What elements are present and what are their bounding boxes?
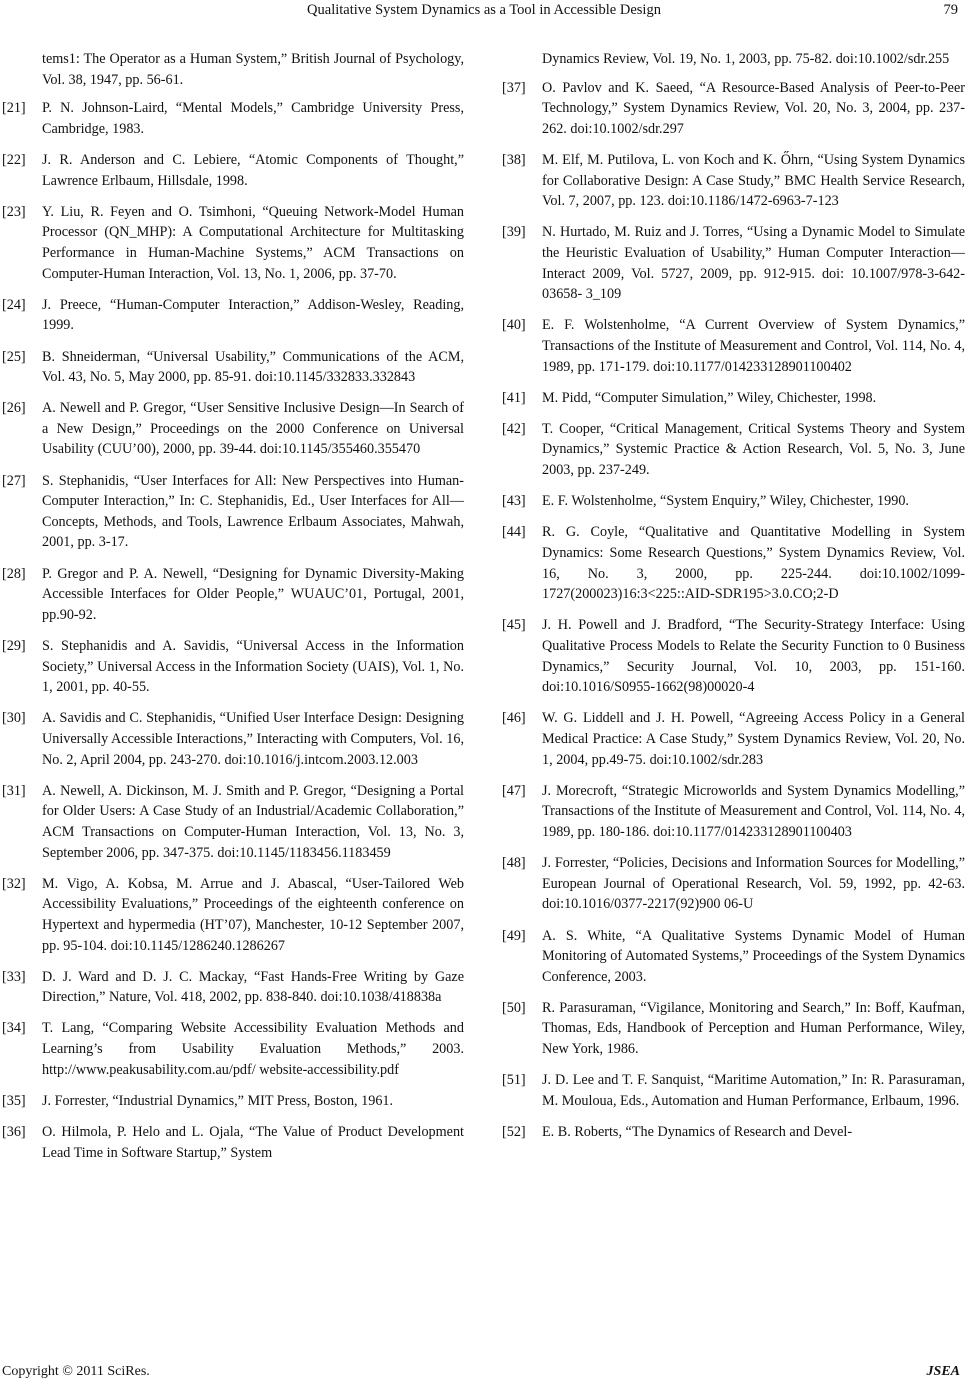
page-footer bbox=[0, 1358, 968, 1386]
reference-number: [36] bbox=[2, 1124, 26, 1141]
page-number: 79 bbox=[943, 2, 958, 18]
reference-entry bbox=[502, 853, 965, 915]
reference-entry bbox=[502, 1122, 965, 1143]
reference-number: [35] bbox=[2, 1092, 26, 1109]
left-reference-column bbox=[2, 49, 464, 1174]
reference-number: [37] bbox=[502, 79, 526, 96]
reference-text: E. B. Roberts, “The Dynamics of Research and Devel- bbox=[542, 1124, 853, 1141]
reference-text: Dynamics Review, Vol. 19, No. 1, 2003, pp. 75-82. doi:10.1002/sdr.255 bbox=[542, 51, 950, 67]
reference-entry bbox=[502, 522, 965, 604]
reference-text: J. Forrester, “Industrial Dynamics,” MIT Press, Boston, 1961. bbox=[42, 1092, 394, 1109]
reference-text: T. Cooper, “Critical Management, Critical Systems Theory and System Dynamics,” Systemic Practice & Action Research, Vol. 5, No. 3, June 2003, pp. 237-249. bbox=[542, 420, 965, 479]
copyright-notice: Copyright © 2011 SciRes. bbox=[2, 1364, 150, 1379]
running-head bbox=[0, 0, 968, 24]
reference-entry bbox=[2, 49, 464, 90]
reference-number: [28] bbox=[2, 565, 26, 582]
reference-number: [51] bbox=[502, 1072, 526, 1089]
reference-number: [32] bbox=[2, 875, 26, 892]
reference-text: S. Stephanidis and A. Savidis, “Universal Access in the Information Society,” Universal Access in the Information Society (UAIS), Vol. 1, No. 1, 2001, pp. 40-55. bbox=[42, 638, 464, 696]
reference-entry bbox=[502, 708, 965, 770]
reference-text: J. D. Lee and T. F. Sanquist, “Maritime Automation,” In: R. Parasuraman, M. Mouloua, Eds., Automation and Human Performance, Erlbaum, 1996. bbox=[542, 1072, 965, 1109]
reference-entry bbox=[502, 615, 965, 697]
reference-text: J. Morecroft, “Strategic Microworlds and System Dynamics Modelling,” Transactions of the Institute of Measurement and Control, Vol. 114, No. 4, 1989, pp. 180-186. doi:10.1177/014233128901100403 bbox=[542, 782, 965, 840]
reference-number: [52] bbox=[502, 1124, 526, 1141]
reference-text: R. G. Coyle, “Qualitative and Quantitative Modelling in System Dynamics: Some Research Questions,” System Dynamics Review, Vol. 16, No. 3, 2000, pp. 225-244. doi:10.1002/1099-1727(200023)16:3<225::AID-SDR195>3.0.CO;2-D bbox=[542, 524, 965, 603]
reference-entry bbox=[2, 150, 464, 191]
reference-text: E. F. Wolstenholme, “System Enquiry,” Wiley, Chichester, 1990. bbox=[542, 493, 909, 510]
reference-text: A. Savidis and C. Stephanidis, “Unified User Interface Design: Designing Universally Accessible Interactions,” Interacting with Computers, Vol. 16, No. 2, April 2004, pp. 243-270. doi:10.1016/j.intcom.2003.12.003 bbox=[42, 710, 464, 768]
reference-text: N. Hurtado, M. Ruiz and J. Torres, “Using a Dynamic Model to Simulate the Heuristic Evaluation of Usability,” Human Computer Interaction—Interact 2009, Vol. 5727, 2009, pp. 912-915. doi: 10.1007/978-3-642-03658- 3_109 bbox=[542, 224, 965, 303]
reference-text: J. Forrester, “Policies, Decisions and Information Sources for Modelling,” European Journal of Operational Research, Vol. 59, 1992, pp. 42-63. doi:10.1016/0377-2217(92)900 06-U bbox=[542, 855, 965, 913]
reference-number: [44] bbox=[502, 524, 526, 541]
reference-text: B. Shneiderman, “Universal Usability,” Communications of the ACM, Vol. 43, No. 5, May 2000, pp. 85-91. doi:10.1145/332833.332843 bbox=[42, 348, 464, 386]
journal-abbreviation: JSEA bbox=[926, 1364, 960, 1379]
reference-text: T. Lang, “Comparing Website Accessibility Evaluation Methods and Learning’s from Usability Evaluation Methods,” 2003. http://www.peakusability.com.au/pdf/ website-accessibility.pdf bbox=[42, 1020, 464, 1078]
reference-text: R. Parasuraman, “Vigilance, Monitoring and Search,” In: Boff, Kaufman, Thomas, Eds, Handbook of Perception and Human Performance, Wiley, New York, 1986. bbox=[542, 999, 965, 1058]
reference-entry bbox=[2, 98, 464, 139]
reference-text: J. R. Anderson and C. Lebiere, “Atomic Components of Thought,” Lawrence Erlbaum, Hillsdale, 1998. bbox=[42, 151, 464, 189]
reference-entry bbox=[502, 49, 965, 70]
reference-entry bbox=[2, 347, 464, 388]
reference-entry bbox=[2, 708, 464, 770]
reference-entry bbox=[2, 564, 464, 626]
reference-number: [31] bbox=[2, 782, 26, 799]
reference-entry bbox=[502, 78, 965, 140]
reference-text: M. Elf, M. Putilova, L. von Koch and K. Őhrn, “Using System Dynamics for Collaborative Design: A Case Study,” BMC Health Service Research, Vol. 7, 2007, pp. 123. doi:10.1186/1472-6963-7-123 bbox=[542, 151, 965, 210]
reference-text: W. G. Liddell and J. H. Powell, “Agreeing Access Policy in a General Medical Practice: A Case Study,” System Dynamics Review, Vol. 20, No. 1, 2004, pp.49-75. doi:10.1002/sdr.283 bbox=[542, 710, 965, 768]
reference-number: [46] bbox=[502, 710, 526, 727]
reference-number: [24] bbox=[2, 296, 26, 313]
reference-text: M. Pidd, “Computer Simulation,” Wiley, Chichester, 1998. bbox=[542, 389, 877, 406]
reference-entry bbox=[502, 222, 965, 304]
reference-text: Y. Liu, R. Feyen and O. Tsimhoni, “Queuing Network-Model Human Processor (QN_MHP): A Computational Architecture for Multitasking Performance in Human-Machine Systems,” ACM Transactions on Computer-Human Interaction, Vol. 13, No. 1, 2006, pp. 37-70. bbox=[42, 203, 464, 282]
reference-number: [40] bbox=[502, 317, 526, 334]
reference-number: [42] bbox=[502, 420, 526, 437]
reference-number: [43] bbox=[502, 493, 526, 510]
reference-number: [25] bbox=[2, 348, 26, 365]
reference-text: J. Preece, “Human-Computer Interaction,” Addison-Wesley, Reading, 1999. bbox=[42, 296, 464, 334]
reference-number: [23] bbox=[2, 203, 26, 220]
reference-entry bbox=[502, 1070, 965, 1111]
reference-entry bbox=[502, 926, 965, 988]
reference-text: A. S. White, “A Qualitative Systems Dynamic Model of Human Monitoring of Automated Systems,” Proceedings of the System Dynamics Conference, 2003. bbox=[542, 927, 965, 985]
reference-entry bbox=[2, 471, 464, 553]
reference-text: D. J. Ward and D. J. C. Mackay, “Fast Hands-Free Writing by Gaze Direction,” Nature, Vol. 418, 2002, pp. 838-840. doi:10.1038/418838a bbox=[42, 968, 464, 1006]
reference-number: [21] bbox=[2, 100, 26, 117]
reference-entry bbox=[502, 491, 965, 512]
reference-number: [39] bbox=[502, 224, 526, 241]
running-title: Qualitative System Dynamics as a Tool in Accessible Design bbox=[307, 2, 661, 18]
reference-entry bbox=[502, 150, 965, 212]
reference-text: P. Gregor and P. A. Newell, “Designing for Dynamic Diversity-Making Accessible Interfaces for Older People,” WUAUC’01, Portugal, 2001, pp.90-92. bbox=[42, 565, 464, 623]
reference-entry bbox=[2, 781, 464, 863]
reference-text: A. Newell and P. Gregor, “User Sensitive Inclusive Design—In Search of a New Design,” Proceedings on the 2000 Conference on Universal Usability (CUU’00), 2000, pp. 39-44. doi:10.1145/355460.355470 bbox=[42, 400, 464, 458]
reference-text: P. N. Johnson-Laird, “Mental Models,” Cambridge University Press, Cambridge, 1983. bbox=[42, 100, 464, 137]
reference-text: A. Newell, A. Dickinson, M. J. Smith and P. Gregor, “Designing a Portal for Older Users: A Case Study of an Industrial/Academic Collaboration,” ACM Transactions on Computer-Human Interaction, Vol. 13, No. 3, September 2006, pp. 347-375. doi:10.1145/1183456.1183459 bbox=[42, 782, 464, 861]
reference-number: [34] bbox=[2, 1020, 26, 1037]
reference-entry bbox=[2, 1122, 464, 1163]
reference-number: [47] bbox=[502, 782, 526, 799]
reference-number: [22] bbox=[2, 151, 26, 168]
reference-entry bbox=[502, 781, 965, 843]
reference-entry bbox=[2, 636, 464, 698]
reference-entry bbox=[2, 967, 464, 1008]
reference-number: [29] bbox=[2, 638, 26, 654]
reference-text: O. Pavlov and K. Saeed, “A Resource-Based Analysis of Peer-to-Peer Technology,” System Dynamics Review, Vol. 20, No. 3, 2004, pp. 237-262. doi:10.1002/sdr.297 bbox=[542, 79, 965, 137]
reference-number: [30] bbox=[2, 710, 26, 727]
reference-entry bbox=[2, 1091, 464, 1112]
reference-number: [45] bbox=[502, 617, 526, 634]
reference-text: J. H. Powell and J. Bradford, “The Security-Strategy Interface: Using Qualitative Process Models to Relate the Security Function to 0 Business Dynamics,” Security Journal, Vol. 10, 2003, pp. 151-160. doi:10.1016/S0955-1662(98)00020-4 bbox=[542, 617, 965, 696]
reference-number: [27] bbox=[2, 472, 26, 489]
reference-text: M. Vigo, A. Kobsa, M. Arrue and J. Abascal, “User-Tailored Web Accessibility Evaluations,” Proceedings of the eighteenth conference on Hypertext and hypermedia (HT’07), Manchester, 10-12 September 2007, pp. 95-104. doi:10.1145/1286240.1286267 bbox=[42, 875, 464, 954]
reference-entry bbox=[502, 315, 965, 377]
reference-entry bbox=[502, 998, 965, 1060]
reference-number: [33] bbox=[2, 968, 26, 985]
reference-number: [48] bbox=[502, 855, 526, 872]
reference-entry bbox=[2, 202, 464, 284]
reference-number: [50] bbox=[502, 999, 526, 1016]
reference-text: S. Stephanidis, “User Interfaces for All: New Perspectives into Human-Computer Interaction,” In: C. Stephanidis, Ed., User Interfaces for All—Concepts, Methods, and Tools, Lawrence Erlbaum Associates, Mahwah, 2001, pp. 3-17. bbox=[42, 472, 464, 551]
reference-entry bbox=[2, 874, 464, 956]
reference-entry bbox=[2, 1018, 464, 1080]
reference-number: [41] bbox=[502, 389, 526, 406]
reference-number: [38] bbox=[502, 151, 526, 168]
reference-entry bbox=[502, 388, 965, 409]
reference-number: [26] bbox=[2, 400, 26, 417]
reference-text: E. F. Wolstenholme, “A Current Overview of System Dynamics,” Transactions of the Institute of Measurement and Control, Vol. 114, No. 4, 1989, pp. 171-179. doi:10.1177/014233128901100402 bbox=[542, 317, 965, 375]
reference-number: [49] bbox=[502, 927, 526, 944]
reference-entry bbox=[2, 398, 464, 460]
reference-entry bbox=[502, 419, 965, 481]
reference-text: tems1: The Operator as a Human System,” British Journal of Psychology, Vol. 38, 1947, pp. 56-61. bbox=[42, 51, 464, 88]
reference-text: O. Hilmola, P. Helo and L. Ojala, “The Value of Product Development Lead Time in Software Startup,” System bbox=[42, 1124, 464, 1161]
right-reference-column bbox=[502, 49, 965, 1153]
reference-entry bbox=[2, 295, 464, 336]
